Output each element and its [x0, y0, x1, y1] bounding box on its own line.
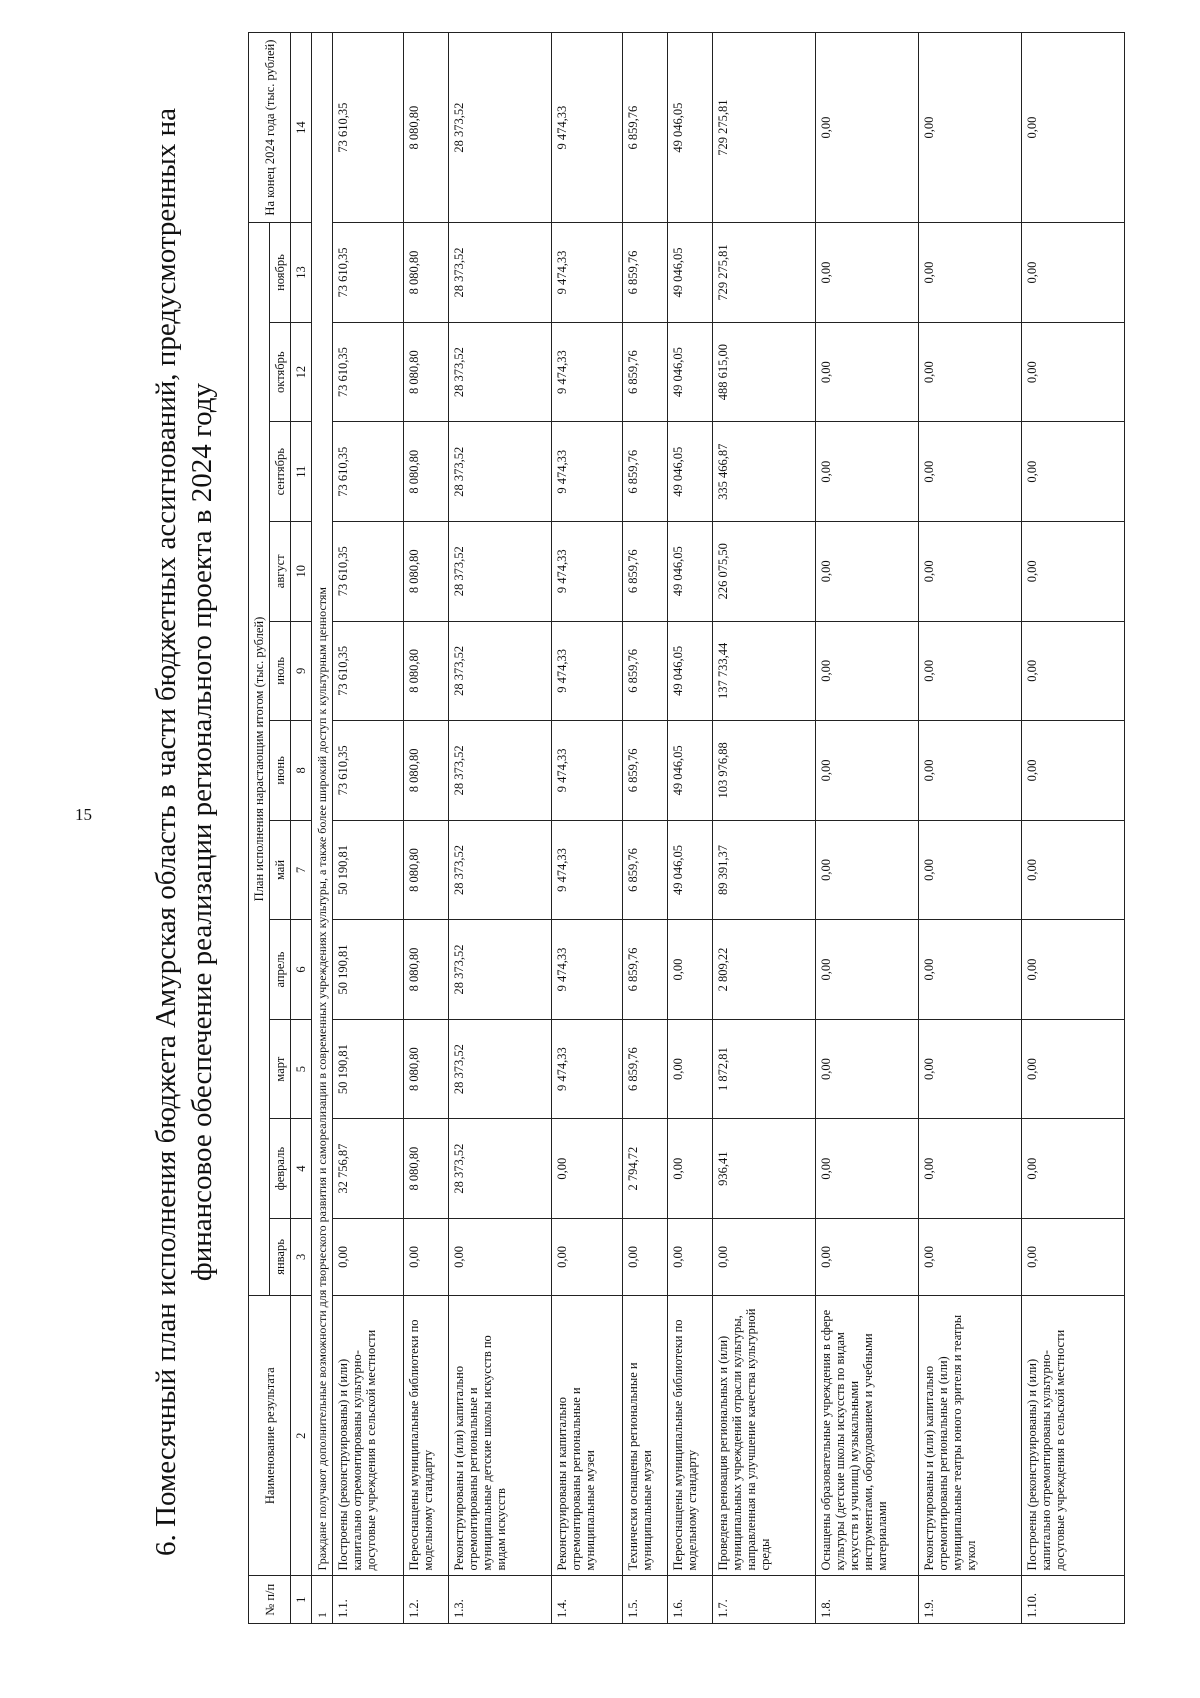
month-value: 0,00	[919, 1119, 1022, 1219]
month-value: 6 859,76	[623, 721, 668, 821]
year-end-value: 8 080,80	[404, 33, 449, 223]
month-value: 28 373,52	[449, 920, 552, 1020]
month-value: 28 373,52	[449, 322, 552, 422]
month-value: 49 046,05	[668, 820, 713, 920]
page-number: 15	[75, 805, 92, 824]
month-value: 6 859,76	[623, 820, 668, 920]
header-month: июнь	[270, 721, 291, 821]
table-row	[404, 33, 449, 1624]
month-value: 0,00	[816, 621, 919, 721]
month-value: 335 466,87	[713, 422, 816, 522]
month-value: 0,00	[1022, 422, 1125, 522]
month-value: 32 756,87	[333, 1119, 404, 1219]
table-row	[623, 33, 668, 1624]
month-value: 50 190,81	[333, 820, 404, 920]
month-value: 137 733,44	[713, 621, 816, 721]
month-value: 50 190,81	[333, 1019, 404, 1119]
table-row	[919, 33, 1022, 1624]
result-name: Технически оснащены региональные и муниципальные музеи	[623, 1295, 668, 1576]
month-value: 8 080,80	[404, 1119, 449, 1219]
month-value: 0,00	[668, 1218, 713, 1295]
table-row	[449, 33, 552, 1624]
row-number: 1.9.	[919, 1576, 1022, 1624]
result-name: Проведена реновация региональных и (или) муниципальных учреждений отрасли культуры, направленная на улучшение качества культурной среды	[713, 1295, 816, 1576]
header-month: февраль	[270, 1119, 291, 1219]
column-number: 14	[291, 33, 312, 223]
month-value: 49 046,05	[668, 522, 713, 622]
month-value: 8 080,80	[404, 820, 449, 920]
month-value: 8 080,80	[404, 721, 449, 821]
month-value: 0,00	[404, 1218, 449, 1295]
month-value: 0,00	[816, 422, 919, 522]
month-value: 73 610,35	[333, 621, 404, 721]
month-value: 0,00	[1022, 1019, 1125, 1119]
month-value: 8 080,80	[404, 322, 449, 422]
month-value: 8 080,80	[404, 920, 449, 1020]
table-row	[333, 33, 404, 1624]
year-end-value: 0,00	[1022, 33, 1125, 223]
month-value: 0,00	[816, 721, 919, 821]
month-value: 8 080,80	[404, 422, 449, 522]
month-value: 488 615,00	[713, 322, 816, 422]
month-value: 0,00	[816, 1119, 919, 1219]
month-value: 0,00	[713, 1218, 816, 1295]
month-value: 0,00	[1022, 223, 1125, 323]
month-value: 73 610,35	[333, 422, 404, 522]
month-value: 2 809,22	[713, 920, 816, 1020]
month-value: 0,00	[668, 1019, 713, 1119]
month-value: 9 474,33	[552, 422, 623, 522]
month-value: 729 275,81	[713, 223, 816, 323]
column-number: 5	[291, 1019, 312, 1119]
month-value: 8 080,80	[404, 1019, 449, 1119]
result-name: Построены (реконструированы) и (или) капитально отремонтированы культурно-досуговые учреждения в сельской местности	[1022, 1295, 1125, 1576]
year-end-value: 9 474,33	[552, 33, 623, 223]
column-number: 6	[291, 920, 312, 1020]
month-value: 0,00	[816, 522, 919, 622]
result-name: Реконструированы и (или) капитально отремонтированы региональные и (или) муниципальные театры юного зрителя и театры кукол	[919, 1295, 1022, 1576]
month-value: 0,00	[1022, 920, 1125, 1020]
month-value: 2 794,72	[623, 1119, 668, 1219]
month-value: 0,00	[816, 1019, 919, 1119]
header-month: октябрь	[270, 322, 291, 422]
result-name: Реконструированы и (или) капитально отремонтированы региональные и муниципальные детские школы искусств по видам искусств	[449, 1295, 552, 1576]
month-value: 6 859,76	[623, 422, 668, 522]
row-number: 1.8.	[816, 1576, 919, 1624]
document-title-line-1: 6. Помесячный план исполнения бюджета Амурская область в части бюджетных ассигнований, предусмотренных на	[150, 108, 182, 1556]
month-value: 49 046,05	[668, 721, 713, 821]
month-value: 0,00	[668, 920, 713, 1020]
column-numbers-row	[291, 33, 312, 1624]
column-number: 1	[291, 1576, 312, 1624]
header-year-end: На конец 2024 года (тыс. рублей)	[249, 33, 291, 223]
month-value: 49 046,05	[668, 621, 713, 721]
column-number: 4	[291, 1119, 312, 1219]
month-value: 0,00	[552, 1218, 623, 1295]
month-value: 50 190,81	[333, 920, 404, 1020]
month-value: 0,00	[816, 820, 919, 920]
month-value: 0,00	[919, 721, 1022, 821]
month-value: 0,00	[1022, 1218, 1125, 1295]
table-row	[816, 33, 919, 1624]
month-value: 6 859,76	[623, 522, 668, 622]
year-end-value: 6 859,76	[623, 33, 668, 223]
year-end-value: 49 046,05	[668, 33, 713, 223]
month-value: 6 859,76	[623, 322, 668, 422]
section-number: 1	[312, 1576, 333, 1624]
month-value: 28 373,52	[449, 1119, 552, 1219]
month-value: 73 610,35	[333, 322, 404, 422]
month-value: 8 080,80	[404, 223, 449, 323]
month-value: 0,00	[552, 1119, 623, 1219]
month-value: 0,00	[816, 223, 919, 323]
header-row-top	[249, 33, 270, 1624]
document-title-line-2: финансовое обеспечение реализации регионального проекта в 2024 году	[186, 382, 218, 1282]
month-value: 9 474,33	[552, 522, 623, 622]
year-end-value: 28 373,52	[449, 33, 552, 223]
month-value: 49 046,05	[668, 322, 713, 422]
month-value: 9 474,33	[552, 920, 623, 1020]
row-number: 1.3.	[449, 1576, 552, 1624]
row-number: 1.5.	[623, 1576, 668, 1624]
rotated-page-content	[148, 32, 1200, 1632]
month-value: 28 373,52	[449, 223, 552, 323]
result-name: Переоснащены муниципальные библиотеки по модельному стандарту	[668, 1295, 713, 1576]
month-value: 28 373,52	[449, 522, 552, 622]
header-month: март	[270, 1019, 291, 1119]
header-number: № п/п	[249, 1576, 291, 1624]
header-name: Наименование результата	[249, 1295, 291, 1576]
month-value: 28 373,52	[449, 422, 552, 522]
month-value: 0,00	[333, 1218, 404, 1295]
table-row	[552, 33, 623, 1624]
month-value: 28 373,52	[449, 721, 552, 821]
header-month: август	[270, 522, 291, 622]
month-value: 9 474,33	[552, 621, 623, 721]
month-value: 0,00	[1022, 621, 1125, 721]
year-end-value: 729 275,81	[713, 33, 816, 223]
month-value: 6 859,76	[623, 223, 668, 323]
month-value: 49 046,05	[668, 223, 713, 323]
month-value: 73 610,35	[333, 522, 404, 622]
month-value: 103 976,88	[713, 721, 816, 821]
section-row	[312, 33, 333, 1624]
month-value: 28 373,52	[449, 621, 552, 721]
month-value: 28 373,52	[449, 820, 552, 920]
month-value: 0,00	[919, 1218, 1022, 1295]
column-number: 7	[291, 820, 312, 920]
month-value: 6 859,76	[623, 1019, 668, 1119]
header-plan-group: План исполнения нарастающим итогом (тыс. рублей)	[249, 223, 270, 1296]
result-name: Построены (реконструированы) и (или) капитально отремонтированы культурно-досуговые учреждения в сельской местности	[333, 1295, 404, 1576]
month-value: 0,00	[919, 1019, 1022, 1119]
column-number: 3	[291, 1218, 312, 1295]
year-end-value: 0,00	[816, 33, 919, 223]
row-number: 1.4.	[552, 1576, 623, 1624]
month-value: 73 610,35	[333, 223, 404, 323]
month-value: 0,00	[919, 223, 1022, 323]
result-name: Переоснащены муниципальные библиотеки по модельному стандарту	[404, 1295, 449, 1576]
month-value: 0,00	[1022, 322, 1125, 422]
month-value: 6 859,76	[623, 621, 668, 721]
table-row	[668, 33, 713, 1624]
month-value: 8 080,80	[404, 522, 449, 622]
table-row	[713, 33, 816, 1624]
month-value: 0,00	[816, 1218, 919, 1295]
row-number: 1.1.	[333, 1576, 404, 1624]
month-value: 0,00	[816, 322, 919, 422]
month-value: 0,00	[919, 621, 1022, 721]
month-value: 0,00	[623, 1218, 668, 1295]
column-number: 10	[291, 522, 312, 622]
month-value: 0,00	[1022, 1119, 1125, 1219]
column-number: 8	[291, 721, 312, 821]
month-value: 0,00	[816, 920, 919, 1020]
header-month: июль	[270, 621, 291, 721]
month-value: 0,00	[919, 820, 1022, 920]
month-value: 0,00	[668, 1119, 713, 1219]
month-value: 0,00	[919, 322, 1022, 422]
year-end-value: 73 610,35	[333, 33, 404, 223]
document-title	[148, 32, 220, 1632]
row-number: 1.7.	[713, 1576, 816, 1624]
header-month: январь	[270, 1218, 291, 1295]
budget-plan-table	[248, 32, 1125, 1624]
result-name: Реконструированы и капитально отремонтированы региональные и муниципальные музеи	[552, 1295, 623, 1576]
month-value: 0,00	[919, 920, 1022, 1020]
header-month: май	[270, 820, 291, 920]
month-value: 226 075,50	[713, 522, 816, 622]
header-month: сентябрь	[270, 422, 291, 522]
header-month: ноябрь	[270, 223, 291, 323]
month-value: 28 373,52	[449, 1019, 552, 1119]
month-value: 0,00	[919, 422, 1022, 522]
month-value: 8 080,80	[404, 621, 449, 721]
table-row	[1022, 33, 1125, 1624]
column-number: 13	[291, 223, 312, 323]
column-number: 11	[291, 422, 312, 522]
column-number: 12	[291, 322, 312, 422]
month-value: 89 391,37	[713, 820, 816, 920]
month-value: 9 474,33	[552, 1019, 623, 1119]
row-number: 1.10.	[1022, 1576, 1125, 1624]
month-value: 936,41	[713, 1119, 816, 1219]
month-value: 9 474,33	[552, 721, 623, 821]
month-value: 73 610,35	[333, 721, 404, 821]
year-end-value: 0,00	[919, 33, 1022, 223]
column-number: 2	[291, 1295, 312, 1576]
month-value: 9 474,33	[552, 820, 623, 920]
month-value: 0,00	[1022, 820, 1125, 920]
result-name: Оснащены образовательные учреждения в сфере культуры (детские школы искусств по видам искусств и училищ) музыкальными инструментами, оборудованием и учебными материалами	[816, 1295, 919, 1576]
month-value: 0,00	[449, 1218, 552, 1295]
section-text: Граждане получают дополнительные возможности для творческого развития и самореализации в современных учреждениях культуры, а также более широкий доступ к культурным ценностям	[312, 33, 333, 1576]
month-value: 49 046,05	[668, 422, 713, 522]
column-number: 9	[291, 621, 312, 721]
month-value: 1 872,81	[713, 1019, 816, 1119]
month-value: 0,00	[1022, 522, 1125, 622]
month-value: 9 474,33	[552, 322, 623, 422]
month-value: 9 474,33	[552, 223, 623, 323]
month-value: 0,00	[1022, 721, 1125, 821]
month-value: 6 859,76	[623, 920, 668, 1020]
row-number: 1.2.	[404, 1576, 449, 1624]
month-value: 0,00	[919, 522, 1022, 622]
header-month: апрель	[270, 920, 291, 1020]
row-number: 1.6.	[668, 1576, 713, 1624]
